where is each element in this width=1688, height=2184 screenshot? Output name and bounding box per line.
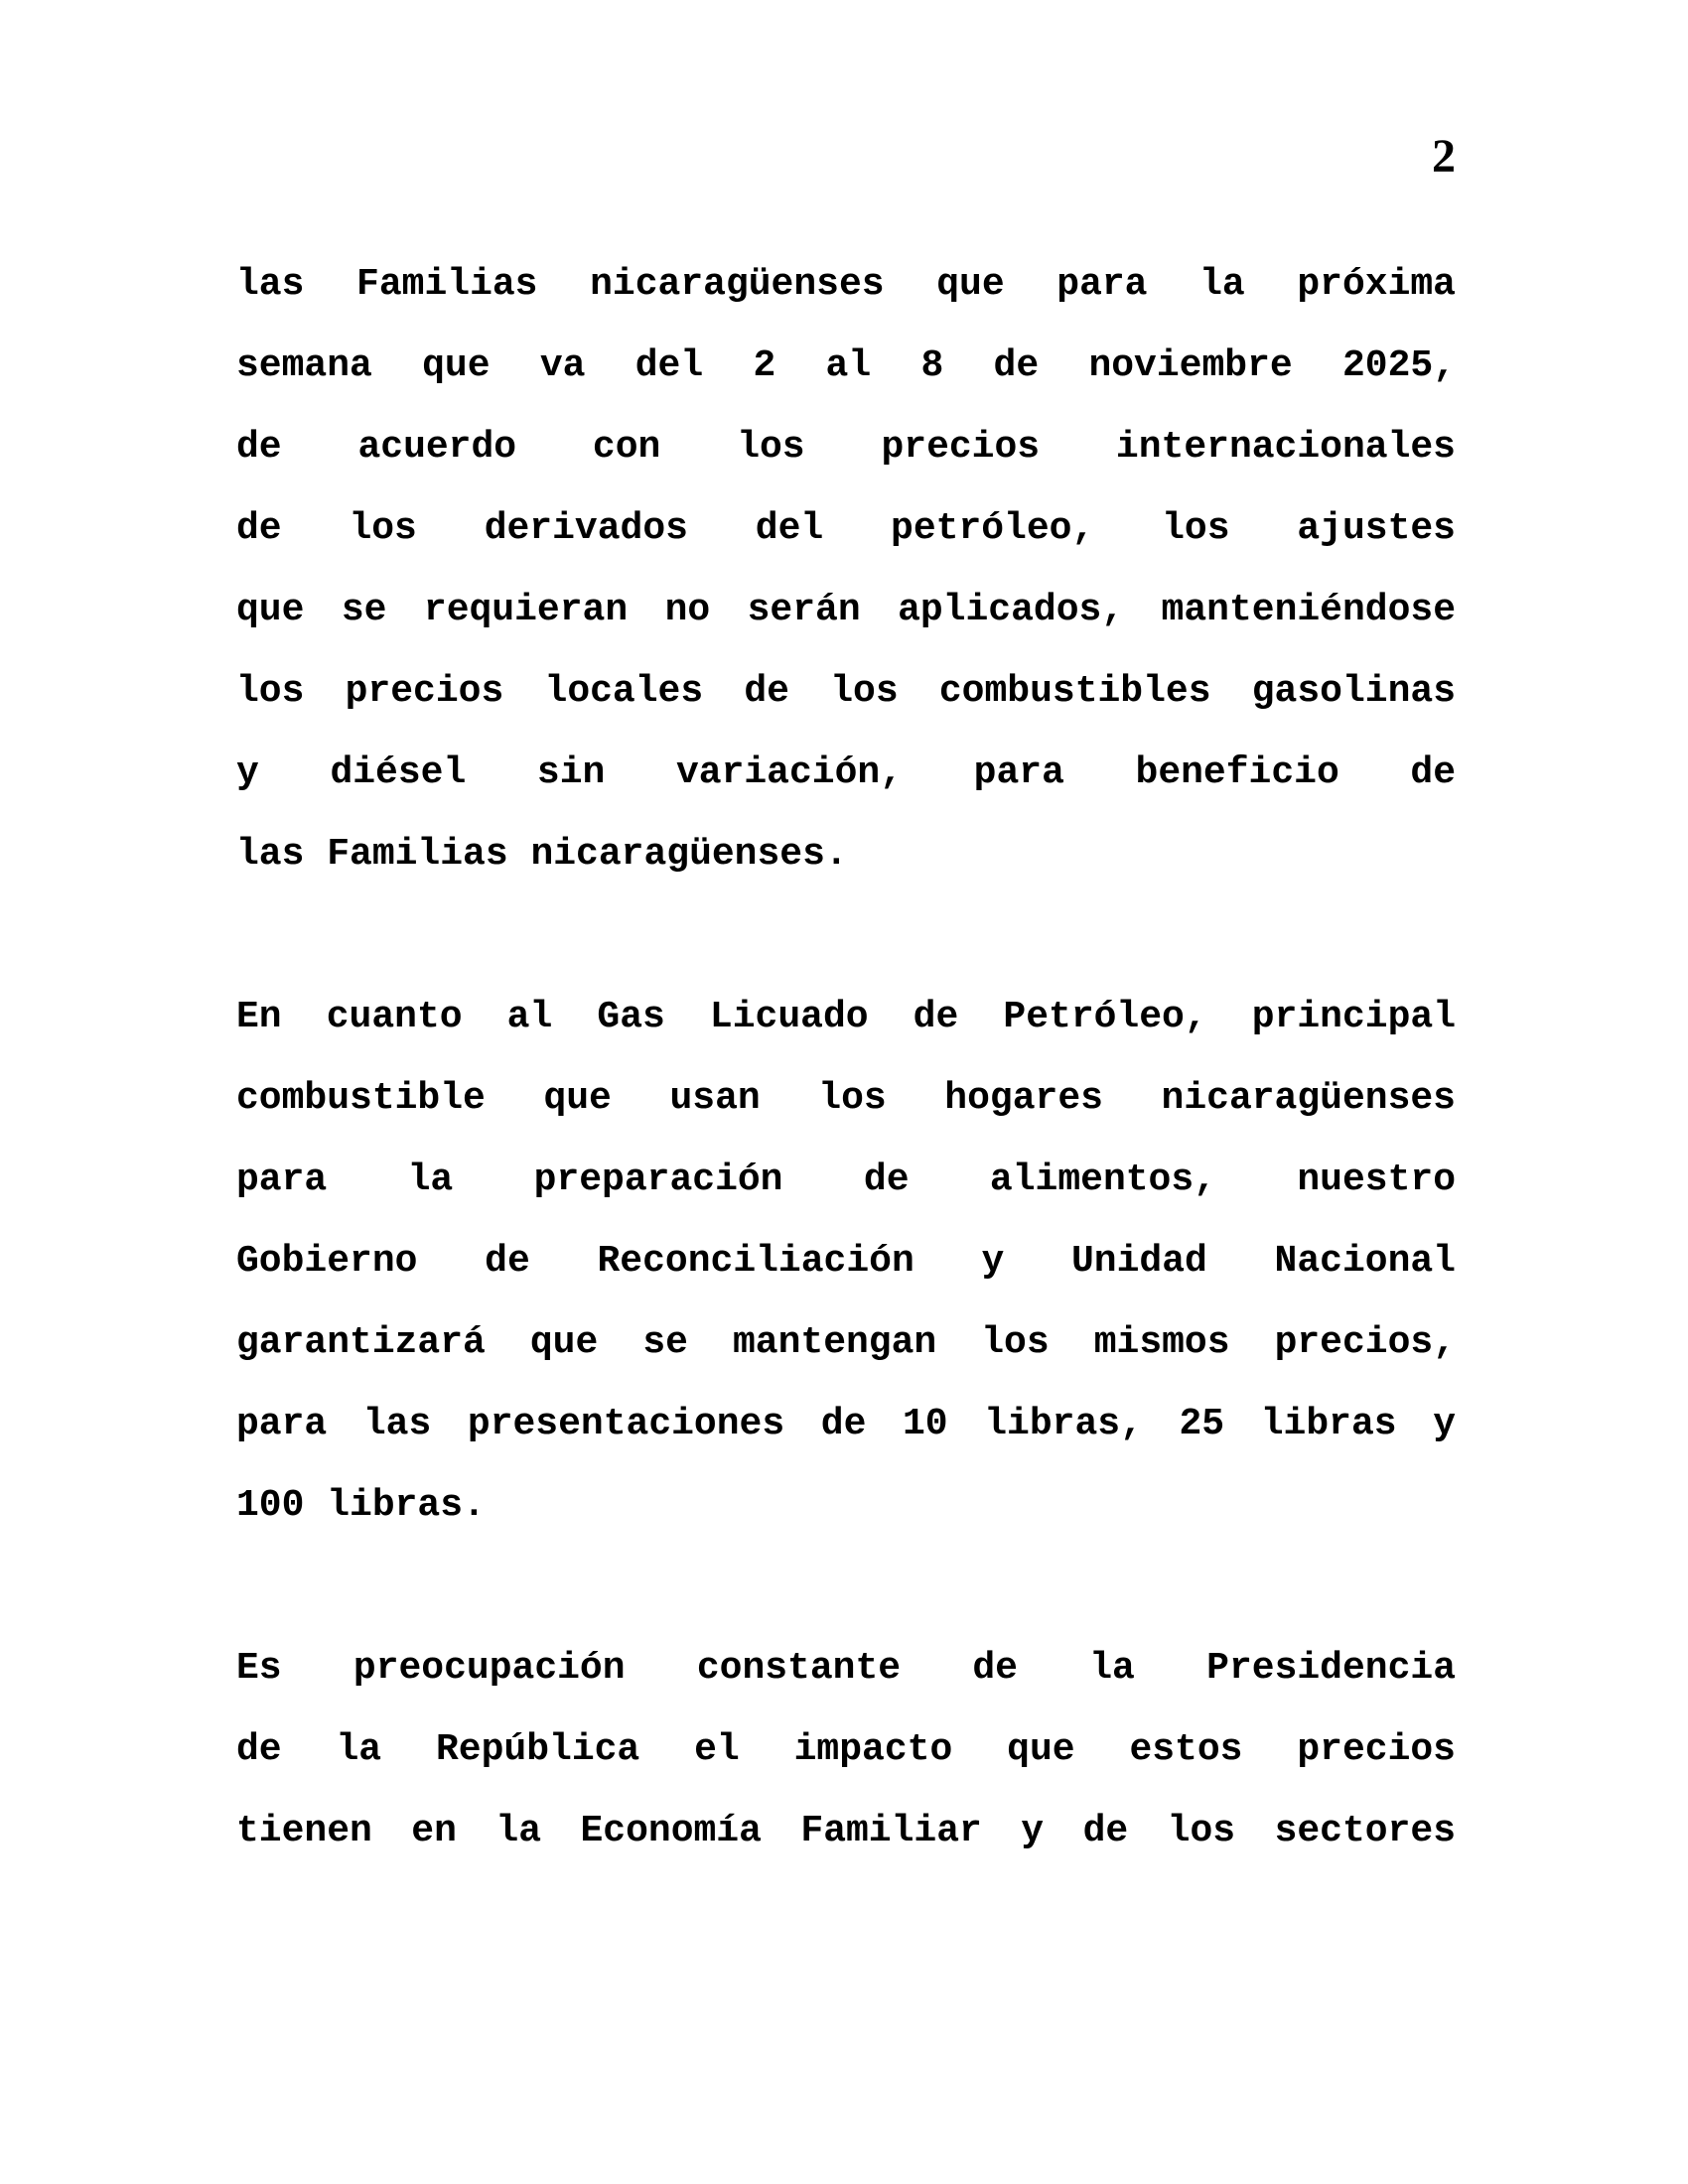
text-line: semana que va del 2 al 8 de noviembre 2025,	[236, 344, 1456, 387]
text-line: Gobierno de Reconciliación y Unidad Nacional	[236, 1240, 1456, 1283]
text-line: de la República el impacto que estos precios	[236, 1728, 1456, 1771]
text-line: En cuanto al Gas Licuado de Petróleo, principal	[236, 996, 1456, 1038]
text-line: las Familias nicaragüenses.	[236, 833, 848, 876]
document-body	[236, 244, 1456, 1954]
text-line: de los derivados del petróleo, los ajustes	[236, 507, 1456, 550]
text-line: y diésel sin variación, para beneficio de	[236, 751, 1456, 794]
paragraph-fuel-prices	[236, 244, 1456, 895]
text-line: de acuerdo con los precios internacionales	[236, 426, 1456, 469]
text-line: Es preocupación constante de la Presidencia	[236, 1647, 1456, 1690]
text-line: tienen en la Economía Familiar y de los sectores	[236, 1810, 1456, 1852]
paragraph-presidency-concern	[236, 1628, 1456, 1872]
page-number: 2	[1432, 130, 1456, 183]
text-line: 100 libras.	[236, 1484, 486, 1527]
paragraph-lp-gas	[236, 977, 1456, 1547]
text-line: combustible que usan los hogares nicaragüenses	[236, 1077, 1456, 1120]
text-line: para las presentaciones de 10 libras, 25 libras y	[236, 1403, 1456, 1445]
text-line: las Familias nicaragüenses que para la próxima	[236, 263, 1456, 306]
text-line: para la preparación de alimentos, nuestro	[236, 1159, 1456, 1201]
text-line: los precios locales de los combustibles gasolinas	[236, 670, 1456, 713]
text-line: que se requieran no serán aplicados, manteniéndose	[236, 589, 1456, 631]
text-line: garantizará que se mantengan los mismos precios,	[236, 1321, 1456, 1364]
